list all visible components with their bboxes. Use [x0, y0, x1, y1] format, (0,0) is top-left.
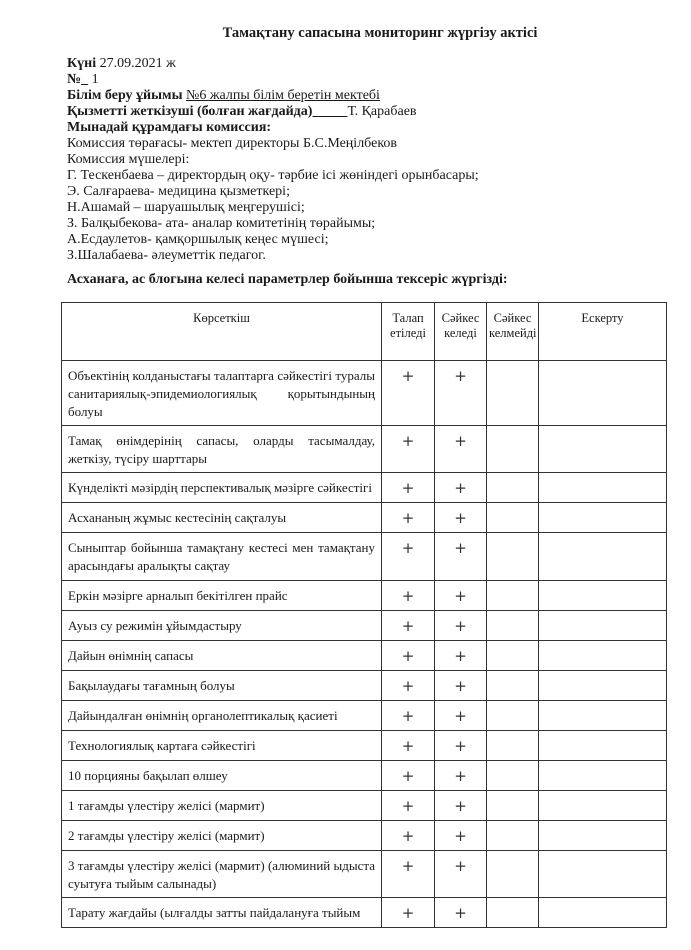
header-compliant: Сәйкес келеді [435, 303, 487, 361]
header-noncompliant: Сәйкес келмейді [487, 303, 539, 361]
inspection-table [61, 302, 667, 928]
compliant-cell: + [435, 581, 487, 611]
note-cell [539, 821, 667, 851]
required-cell: + [382, 791, 435, 821]
note-cell [539, 473, 667, 503]
compliant-cell: + [435, 898, 487, 928]
indicator-cell: Күнделікті мәзірдің перспективалық мәзірге сәйкестігі [62, 473, 382, 503]
table-row [62, 731, 667, 761]
commission-member: Э. Салғараева- медицина қызметкері; [67, 184, 290, 199]
organization-label: Білім беру ұйымы [67, 88, 183, 103]
table-row [62, 671, 667, 701]
note-cell [539, 533, 667, 581]
noncompliant-cell [487, 671, 539, 701]
indicator-cell: 3 тағамды үлестіру желісі (мармит) (алюминий ыдыста суытуға тыйым салынады) [62, 851, 382, 898]
required-cell: + [382, 503, 435, 533]
required-cell: + [382, 851, 435, 898]
indicator-cell: Еркін мәзірге арналып бекітілген прайс [62, 581, 382, 611]
required-cell: + [382, 898, 435, 928]
header-indicator: Көрсеткіш [62, 303, 382, 361]
note-cell [539, 671, 667, 701]
table-header-row [62, 303, 667, 361]
section-title: Асханаға, ас блогына келесі параметрлер бойынша тексеріс жүргізді: [67, 272, 508, 287]
indicator-cell: Асхананың жұмыс кестесінің сақталуы [62, 503, 382, 533]
required-cell: + [382, 581, 435, 611]
compliant-cell: + [435, 503, 487, 533]
compliant-cell: + [435, 821, 487, 851]
note-cell [539, 503, 667, 533]
table-row [62, 611, 667, 641]
table-row [62, 581, 667, 611]
compliant-cell: + [435, 641, 487, 671]
indicator-cell: Тамақ өнімдерінің сапасы, оларды тасымалдау, жеткізу, түсіру шарттары [62, 426, 382, 473]
date-line [67, 56, 176, 72]
compliant-cell: + [435, 851, 487, 898]
compliant-cell: + [435, 791, 487, 821]
compliant-cell: + [435, 761, 487, 791]
note-cell [539, 851, 667, 898]
noncompliant-cell [487, 821, 539, 851]
indicator-cell: Ауыз су режимін ұйымдастыру [62, 611, 382, 641]
compliant-cell: + [435, 361, 487, 426]
indicator-cell: Сыныптар бойынша тамақтану кестесі мен тамақтану арасындағы аралықты сақтау [62, 533, 382, 581]
indicator-cell: Тарату жағдайы (ылғалды затты пайдалануға тыйым [62, 898, 382, 928]
date-value: 27.09.2021 ж [99, 56, 176, 71]
required-cell: + [382, 761, 435, 791]
compliant-cell: + [435, 671, 487, 701]
header-note: Ескерту [539, 303, 667, 361]
noncompliant-cell [487, 503, 539, 533]
note-cell [539, 426, 667, 473]
indicator-cell: 10 порцияны бақылап өлшеу [62, 761, 382, 791]
required-cell: + [382, 611, 435, 641]
table-row [62, 473, 667, 503]
members-heading: Комиссия мүшелері: [67, 152, 190, 167]
compliant-cell: + [435, 473, 487, 503]
organization-value: №6 жалпы білім беретін мектебі [186, 88, 380, 103]
table-row [62, 426, 667, 473]
noncompliant-cell [487, 426, 539, 473]
table-row [62, 701, 667, 731]
required-cell: + [382, 426, 435, 473]
organization-line [67, 88, 380, 104]
note-cell [539, 611, 667, 641]
note-cell [539, 701, 667, 731]
date-label: Күні [67, 56, 97, 71]
table-row [62, 821, 667, 851]
noncompliant-cell [487, 581, 539, 611]
noncompliant-cell [487, 731, 539, 761]
noncompliant-cell [487, 851, 539, 898]
commission-member: Н.Ашамай – шаруашылық меңгерушісі; [67, 200, 305, 215]
compliant-cell: + [435, 533, 487, 581]
table-row [62, 641, 667, 671]
note-cell [539, 731, 667, 761]
noncompliant-cell [487, 533, 539, 581]
supplier-value: Т. Қарабаев [347, 104, 417, 119]
table-row [62, 503, 667, 533]
noncompliant-cell [487, 641, 539, 671]
commission-heading: Мынадай құрамдағы комиссия: [67, 120, 272, 135]
note-cell [539, 761, 667, 791]
commission-member: Г. Тескенбаева – директордың оқу- тәрбие ісі жөніндегі орынбасары; [67, 168, 479, 183]
table-row [62, 761, 667, 791]
noncompliant-cell [487, 761, 539, 791]
header-required: Талап етіледі [382, 303, 435, 361]
required-cell: + [382, 473, 435, 503]
commission-member: А.Есдаулетов- қамқоршылық кеңес мүшесі; [67, 232, 329, 247]
required-cell: + [382, 671, 435, 701]
noncompliant-cell [487, 611, 539, 641]
table-row [62, 361, 667, 426]
note-cell [539, 898, 667, 928]
table-row [62, 791, 667, 821]
note-cell [539, 641, 667, 671]
indicator-cell: Объектінің колданыстағы талаптарга сәйкестігі туралы санитариялық-эпидемиологиялық қорытындының болуы [62, 361, 382, 426]
noncompliant-cell [487, 473, 539, 503]
table-row [62, 533, 667, 581]
indicator-cell: Технологиялық картаға сәйкестігі [62, 731, 382, 761]
note-cell [539, 791, 667, 821]
note-cell [539, 361, 667, 426]
required-cell: + [382, 361, 435, 426]
commission-chair: Комиссия төрағасы- мектеп директоры Б.С.Меңілбеков [67, 136, 398, 151]
noncompliant-cell [487, 898, 539, 928]
required-cell: + [382, 533, 435, 581]
number-line [67, 72, 99, 88]
table-row [62, 898, 667, 928]
commission-member: З. Балқыбекова- ата- аналар комитетінің төрайымы; [67, 216, 376, 231]
noncompliant-cell [487, 361, 539, 426]
noncompliant-cell [487, 791, 539, 821]
compliant-cell: + [435, 731, 487, 761]
note-cell [539, 581, 667, 611]
required-cell: + [382, 731, 435, 761]
indicator-cell: 2 тағамды үлестіру желісі (мармит) [62, 821, 382, 851]
number-value: 1 [91, 72, 99, 87]
compliant-cell: + [435, 701, 487, 731]
required-cell: + [382, 821, 435, 851]
required-cell: + [382, 701, 435, 731]
indicator-cell: 1 тағамды үлестіру желісі (мармит) [62, 791, 382, 821]
indicator-cell: Бақылаудағы тағамның болуы [62, 671, 382, 701]
supplier-line [67, 104, 417, 120]
compliant-cell: + [435, 611, 487, 641]
indicator-cell: Дайын өнімнің сапасы [62, 641, 382, 671]
table-row [62, 851, 667, 898]
supplier-label: Қызметті жеткізуші (болған жағдайда) [67, 104, 313, 119]
noncompliant-cell [487, 701, 539, 731]
commission-member: З.Шалабаева- әлеуметтік педагог. [67, 248, 266, 263]
document-title: Тамақтану сапасына мониторинг жүргізу актісі [222, 25, 538, 41]
required-cell: + [382, 641, 435, 671]
compliant-cell: + [435, 426, 487, 473]
indicator-cell: Дайындалған өнімнің органолептикалық қасиеті [62, 701, 382, 731]
number-label: № [67, 72, 82, 87]
